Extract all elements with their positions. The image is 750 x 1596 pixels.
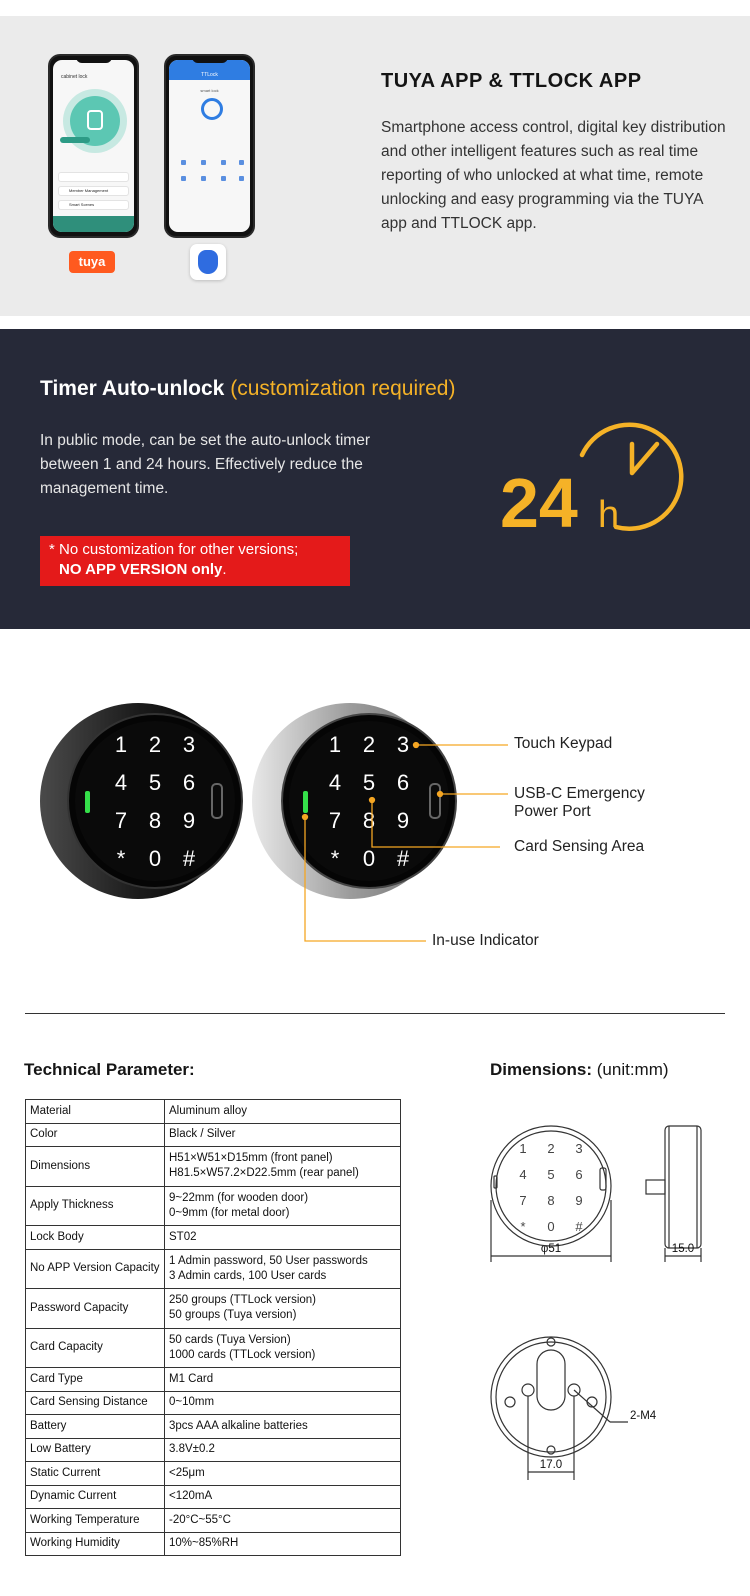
tuya-phone-image bbox=[48, 54, 139, 238]
timer-section bbox=[0, 329, 750, 629]
callout-card-sensing: Card Sensing Area bbox=[514, 838, 645, 855]
spec-row bbox=[26, 1123, 401, 1147]
black-lock-key: 1 bbox=[114, 732, 128, 757]
spec-value-line: 1000 cards (TTLock version) bbox=[169, 1348, 316, 1361]
spec-table bbox=[25, 1099, 401, 1556]
callout-in-use: In-use Indicator bbox=[432, 932, 539, 949]
spec-key: No APP Version Capacity bbox=[26, 1249, 165, 1289]
silver-lock bbox=[252, 703, 456, 899]
spec-key: Dynamic Current bbox=[26, 1485, 165, 1509]
spec-key: Material bbox=[26, 1100, 165, 1124]
svg-text:8: 8 bbox=[547, 1193, 555, 1208]
spec-row bbox=[26, 1100, 401, 1124]
spec-value bbox=[165, 1462, 401, 1486]
spec-row bbox=[26, 1532, 401, 1556]
spec-value-line: 1 Admin password, 50 User passwords bbox=[169, 1254, 368, 1267]
spec-value bbox=[165, 1368, 401, 1392]
spec-value-line: 0~10mm bbox=[169, 1396, 215, 1409]
silver-lock-key: 2 bbox=[362, 732, 376, 757]
spec-key: Color bbox=[26, 1123, 165, 1147]
silver-lock-key: 8 bbox=[362, 808, 376, 833]
spec-value bbox=[165, 1415, 401, 1439]
spec-value-line: Black / Silver bbox=[169, 1128, 236, 1141]
timer-title-main: Timer Auto-unlock bbox=[40, 377, 225, 400]
app-section-description: Smartphone access control, digital key distribution and other intelligent features such as real time reporting of who unlocked at what time, remote unlocking and easy programming via the TUYA app and TTLOCK app. bbox=[381, 119, 726, 232]
spec-key: Low Battery bbox=[26, 1438, 165, 1462]
spec-row bbox=[26, 1438, 401, 1462]
spec-value-line: 9~22mm (for wooden door) bbox=[169, 1191, 309, 1204]
spec-value-line: 50 cards (Tuya Version) bbox=[169, 1333, 291, 1346]
tuya-phone-header: cabinet lock bbox=[61, 74, 88, 80]
spec-key: Static Current bbox=[26, 1462, 165, 1486]
timer-24h-graphic bbox=[490, 409, 700, 549]
spec-key: Dimensions bbox=[26, 1147, 165, 1187]
black-lock-key: 4 bbox=[114, 770, 128, 795]
silver-lock-key: 7 bbox=[328, 808, 342, 833]
spec-row bbox=[26, 1147, 401, 1187]
svg-text:0: 0 bbox=[547, 1219, 555, 1234]
spec-key: Working Temperature bbox=[26, 1509, 165, 1533]
svg-text:4: 4 bbox=[519, 1167, 527, 1182]
spec-value bbox=[165, 1249, 401, 1289]
timer-title-accent: (customization required) bbox=[230, 377, 456, 400]
timer-title bbox=[40, 377, 455, 401]
tuya-phone-row1: Member Management bbox=[58, 186, 129, 196]
black-lock-key: 2 bbox=[148, 732, 162, 757]
spec-value bbox=[165, 1147, 401, 1187]
spec-value bbox=[165, 1438, 401, 1462]
svg-text:6: 6 bbox=[575, 1167, 583, 1182]
tuya-logo: tuya bbox=[69, 251, 115, 273]
svg-text:3: 3 bbox=[575, 1141, 583, 1156]
spec-value-line: 3.8V±0.2 bbox=[169, 1443, 215, 1456]
spec-value bbox=[165, 1509, 401, 1533]
spec-value-line: -20°C~55°C bbox=[169, 1513, 231, 1526]
spec-value-line: H81.5×W57.2×D22.5mm (rear panel) bbox=[169, 1167, 359, 1180]
spec-row bbox=[26, 1249, 401, 1289]
silver-lock-key: 3 bbox=[396, 732, 410, 757]
hand-icon bbox=[198, 250, 218, 274]
silver-lock-key: 9 bbox=[396, 808, 410, 833]
unlock-ring-icon bbox=[201, 98, 223, 120]
spec-value bbox=[165, 1391, 401, 1415]
dimension-spacing: 17.0 bbox=[539, 1459, 563, 1471]
spec-key: Card Capacity bbox=[26, 1328, 165, 1368]
svg-text:2: 2 bbox=[547, 1141, 555, 1156]
silver-lock-key: 5 bbox=[362, 770, 376, 795]
note-line-2-end: . bbox=[222, 561, 227, 578]
spec-row bbox=[26, 1462, 401, 1486]
app-section bbox=[0, 16, 750, 316]
timer-unit: h bbox=[598, 494, 620, 536]
spec-row bbox=[26, 1485, 401, 1509]
spec-value-line: 0~9mm (for metal door) bbox=[169, 1206, 290, 1219]
spec-value-line: 250 groups (TTLock version) bbox=[169, 1294, 317, 1307]
spec-row bbox=[26, 1509, 401, 1533]
spec-value bbox=[165, 1123, 401, 1147]
timer-description: In public mode, can be set the auto-unlock timer between 1 and 24 hours. Effectively reduce the management time. bbox=[40, 432, 370, 497]
spec-key: Card Sensing Distance bbox=[26, 1391, 165, 1415]
black-lock bbox=[40, 703, 242, 899]
silver-lock-key: # bbox=[396, 846, 410, 871]
spec-value bbox=[165, 1186, 401, 1226]
product-section bbox=[0, 629, 750, 1014]
dimensions-title bbox=[490, 1060, 669, 1080]
spec-row bbox=[26, 1226, 401, 1250]
spec-key: Apply Thickness bbox=[26, 1186, 165, 1226]
note-line-1: * No customization for other versions; bbox=[49, 541, 299, 558]
black-lock-key: 0 bbox=[148, 846, 162, 871]
lock-icon bbox=[87, 110, 103, 130]
spec-row bbox=[26, 1415, 401, 1439]
spec-value-line: 10%~85%RH bbox=[169, 1537, 239, 1550]
spec-value-line: H51×W51×D15mm (front panel) bbox=[169, 1152, 333, 1165]
ttlock-phone-image bbox=[164, 54, 255, 238]
callout-usb-c-line2: Power Port bbox=[514, 803, 591, 820]
silver-lock-key: 4 bbox=[328, 770, 342, 795]
spec-key: Working Humidity bbox=[26, 1532, 165, 1556]
black-lock-key: 7 bbox=[114, 808, 128, 833]
black-lock-key: * bbox=[116, 846, 126, 871]
black-lock-key: 9 bbox=[182, 808, 196, 833]
spec-value-line: M1 Card bbox=[169, 1372, 214, 1385]
silver-lock-key: 6 bbox=[396, 770, 410, 795]
black-lock-key: 8 bbox=[148, 808, 162, 833]
spec-value bbox=[165, 1289, 401, 1329]
svg-text:#: # bbox=[575, 1219, 583, 1234]
silver-lock-key: 1 bbox=[328, 732, 342, 757]
spec-value-line: 50 groups (Tuya version) bbox=[169, 1309, 297, 1322]
spec-key: Card Type bbox=[26, 1368, 165, 1392]
black-lock-indicator bbox=[85, 791, 90, 813]
spec-value-line: ST02 bbox=[169, 1230, 197, 1243]
tuya-phone-row2: Smart Scenes bbox=[58, 200, 129, 210]
svg-text:*: * bbox=[520, 1219, 526, 1234]
ttlock-logo bbox=[190, 244, 226, 280]
dimension-diameter: φ51 bbox=[540, 1243, 562, 1255]
ttlock-phone-device: smart lock bbox=[200, 88, 219, 93]
app-section-title: TUYA APP & TTLOCK APP bbox=[381, 70, 642, 92]
spec-value-line: <120mA bbox=[169, 1490, 213, 1503]
note-line-2-bold: NO APP VERSION only bbox=[59, 561, 223, 578]
spec-value-line: Aluminum alloy bbox=[169, 1104, 247, 1117]
dimensions-title-main: Dimensions: bbox=[490, 1060, 593, 1079]
svg-text:5: 5 bbox=[547, 1167, 555, 1182]
section-divider bbox=[25, 1013, 725, 1014]
customization-note bbox=[40, 536, 350, 586]
spec-title: Technical Parameter: bbox=[24, 1060, 195, 1079]
dimensions-unit: (unit:mm) bbox=[596, 1060, 669, 1079]
spec-row bbox=[26, 1186, 401, 1226]
clock-arc bbox=[582, 425, 681, 529]
product-illustration bbox=[0, 629, 750, 1014]
black-lock-key: # bbox=[182, 846, 196, 871]
spec-key: Battery bbox=[26, 1415, 165, 1439]
spec-key: Lock Body bbox=[26, 1226, 165, 1250]
timer-big-number: 24 bbox=[500, 464, 578, 542]
callout-usb-c-line1: USB-C Emergency bbox=[514, 785, 645, 802]
silver-lock-key: * bbox=[330, 846, 340, 871]
spec-row bbox=[26, 1289, 401, 1329]
spec-key: Password Capacity bbox=[26, 1289, 165, 1329]
spec-value bbox=[165, 1328, 401, 1368]
silver-lock-key: 0 bbox=[362, 846, 376, 871]
black-lock-key: 5 bbox=[148, 770, 162, 795]
spec-row bbox=[26, 1391, 401, 1415]
spec-value bbox=[165, 1532, 401, 1556]
spec-value bbox=[165, 1100, 401, 1124]
callout-touch-keypad: Touch Keypad bbox=[514, 735, 613, 752]
spec-value-line: 3 Admin cards, 100 User cards bbox=[169, 1269, 327, 1282]
spec-value-line: <25μm bbox=[169, 1466, 205, 1479]
spec-value-line: 3pcs AAA alkaline batteries bbox=[169, 1419, 308, 1432]
dimension-screw: 2-M4 bbox=[630, 1410, 657, 1422]
svg-text:7: 7 bbox=[519, 1193, 527, 1208]
spec-row bbox=[26, 1368, 401, 1392]
ttlock-phone-title: TTLock bbox=[201, 72, 218, 78]
spec-value bbox=[165, 1226, 401, 1250]
clock-hands-icon bbox=[632, 444, 657, 473]
black-lock-key: 3 bbox=[182, 732, 196, 757]
spec-value bbox=[165, 1485, 401, 1509]
spec-row bbox=[26, 1328, 401, 1368]
svg-text:9: 9 bbox=[575, 1193, 583, 1208]
dimension-depth: 15.0 bbox=[671, 1243, 695, 1255]
black-lock-key: 6 bbox=[182, 770, 196, 795]
svg-text:1: 1 bbox=[519, 1141, 527, 1156]
silver-lock-indicator bbox=[303, 791, 308, 813]
dimension-drawing bbox=[480, 1110, 730, 1510]
